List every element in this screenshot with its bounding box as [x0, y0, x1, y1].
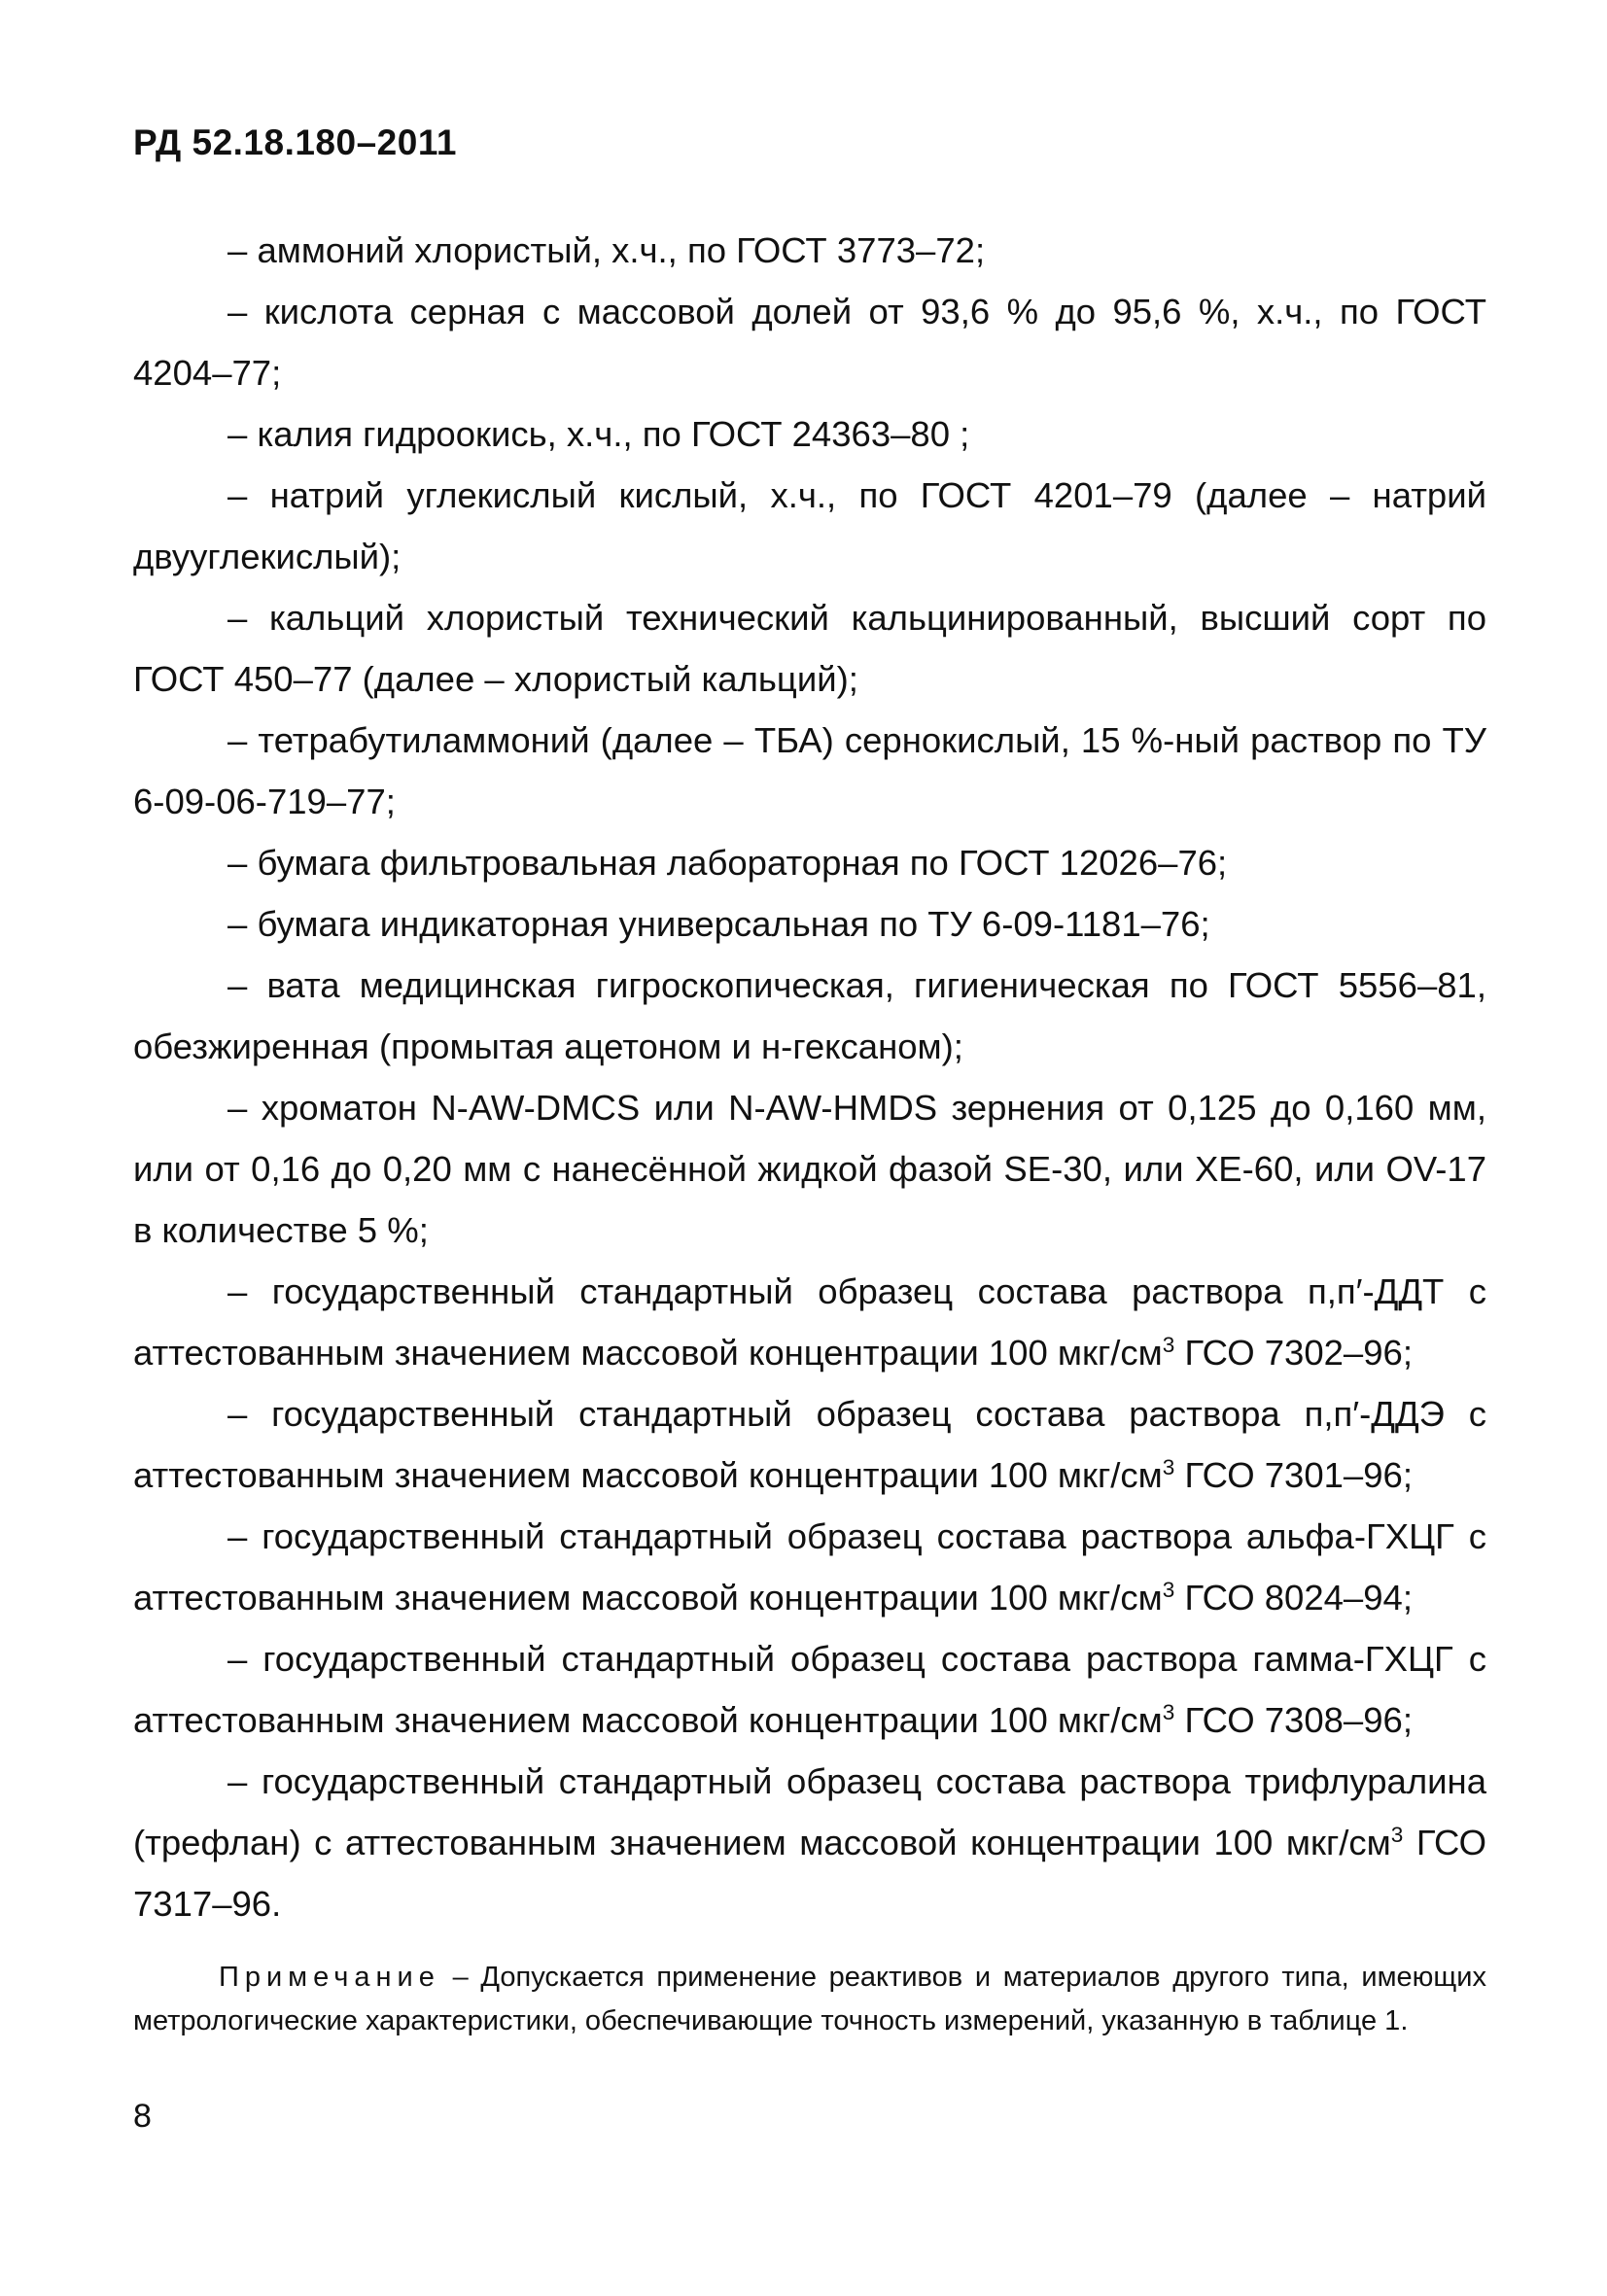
list-item-text: – государственный стандартный образец состава раствора альфа-ГХЦГ с аттестованным значением массовой концентрации 100 мкг/см	[133, 1516, 1486, 1618]
superscript: 3	[1162, 1699, 1175, 1724]
document-code-header: РД 52.18.180–2011	[133, 122, 457, 162]
reagents-list	[133, 220, 1486, 1934]
list-item	[133, 1383, 1486, 1506]
list-item	[133, 1506, 1486, 1628]
list-item-text: – государственный стандартный образец состава раствора п,п′-ДДЭ с аттестованным значением массовой концентрации 100 мкг/см	[133, 1394, 1486, 1495]
list-item: – калия гидроокись, х.ч., по ГОСТ 24363–80 ;	[227, 414, 970, 454]
list-item: – кальций хлористый технический кальцинированный, высший сорт по ГОСТ 450–77 (далее – хлористый кальций);	[133, 598, 1486, 699]
note-text: – Допускается применение реактивов и материалов другого типа, имеющих метрологические характеристики, обеспечивающие точность измерений, указанную в таблице 1.	[133, 1962, 1486, 2036]
list-item: – натрий углекислый кислый, х.ч., по ГОСТ 4201–79 (далее – натрий двууглекислый);	[133, 475, 1486, 576]
list-item	[133, 1751, 1486, 1934]
list-item-text: ГСО 7302–96;	[1174, 1333, 1413, 1373]
page-number: 8	[133, 2098, 152, 2135]
list-item-text: ГСО 7317–96.	[133, 1823, 1486, 1924]
note-paragraph	[133, 1956, 1486, 2043]
superscript: 3	[1162, 1332, 1175, 1357]
list-item-text: – государственный стандартный образец состава раствора трифлуралина (трефлан) с аттестованным значением массовой концентрации 100 мкг/см	[133, 1761, 1486, 1862]
list-item: – бумага индикаторная универсальная по ТУ 6-09-1181–76;	[227, 904, 1210, 944]
list-item-text: – государственный стандартный образец состава раствора п,п′-ДДТ с аттестованным значением массовой концентрации 100 мкг/см	[133, 1271, 1486, 1373]
list-item: – тетрабутиламмоний (далее – ТБА) сернокислый, 15 %-ный раствор по ТУ 6-09-06-719–77;	[133, 720, 1486, 821]
list-item	[133, 1261, 1486, 1383]
list-item: – хроматон N-AW-DMCS или N-AW-HMDS зернения от 0,125 до 0,160 мм, или от 0,16 до 0,20 мм с нанесённой жидкой фазой SE-30, или XE-60, или OV-17 в количестве 5 %;	[133, 1088, 1486, 1250]
list-item	[133, 1628, 1486, 1751]
superscript: 3	[1162, 1454, 1175, 1479]
list-item: – кислота серная с массовой долей от 93,6 % до 95,6 %, х.ч., по ГОСТ 4204–77;	[133, 292, 1486, 393]
list-item-text: ГСО 8024–94;	[1174, 1578, 1413, 1618]
list-item-text: – государственный стандартный образец состава раствора гамма-ГХЦГ с аттестованным значением массовой концентрации 100 мкг/см	[133, 1639, 1486, 1740]
superscript: 3	[1162, 1577, 1175, 1602]
list-item-text: ГСО 7308–96;	[1174, 1700, 1413, 1740]
note-label: Примечание	[219, 1962, 440, 1993]
list-item-text: ГСО 7301–96;	[1174, 1455, 1413, 1495]
list-item: – бумага фильтровальная лабораторная по ГОСТ 12026–76;	[227, 843, 1228, 883]
note	[133, 1956, 1486, 2043]
list-item: – аммоний хлористый, х.ч., по ГОСТ 3773–72;	[227, 230, 986, 270]
superscript: 3	[1390, 1822, 1404, 1847]
list-item: – вата медицинская гигроскопическая, гигиеническая по ГОСТ 5556–81, обезжиренная (промытая ацетоном и н-гексаном);	[133, 965, 1486, 1066]
